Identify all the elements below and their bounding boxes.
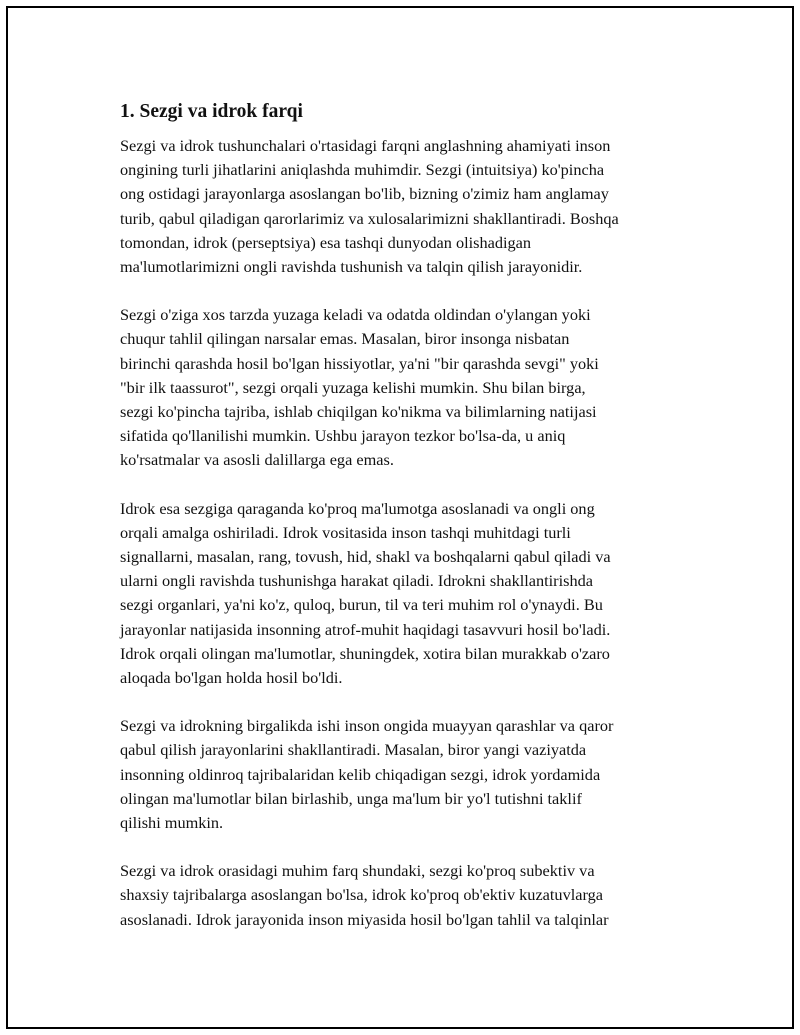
paragraph-line: chuqur tahlil qilingan narsalar emas. Masalan, biror insonga nisbatan [120,329,570,349]
paragraph-line: asoslanadi. Idrok jarayonida inson miyasida hosil bo'lgan tahlil va talqinlar [120,909,609,929]
paragraph-line: shaxsiy tajribalarga asoslangan bo'lsa, idrok ko'proq ob'ektiv kuzatuvlarga [120,885,603,905]
paragraph-line: ongining turli jihatlarini aniqlashda muhimdir. Sezgi (intuitsiya) ko'pincha [120,160,605,180]
paragraph [120,714,700,835]
paragraph-line: ko'rsatmalar va asosli dalillarga ega emas. [120,450,394,470]
paragraph-line: ma'lumotlarimizni ongli ravishda tushunish va talqin qilish jarayonidir. [120,257,583,277]
document-body [120,99,700,956]
paragraph-line: birinchi qarashda hosil bo'lgan hissiyotlar, ya'ni "bir qarashda sevgi" yoki [120,353,599,373]
paragraph-line: turib, qabul qiladigan qarorlarimiz va xulosalarimizni shakllantiradi. Boshqa [120,208,619,228]
paragraph-line: ularni ongli ravishda tushunishga harakat qiladi. Idrokni shakllantirishda [120,571,593,591]
paragraph-line: Sezgi va idrokning birgalikda ishi inson ongida muayyan qarashlar va qaror [120,716,614,736]
paragraph-line: ong ostidagi jarayonlarga asoslangan bo'lib, bizning o'zimiz ham anglamay [120,184,609,204]
paragraph-line: Sezgi va idrok tushunchalari o'rtasidagi farqni anglashning ahamiyati inson [120,136,611,155]
paragraphs-container [120,134,700,932]
paragraph-line: sezgi organlari, ya'ni ko'z, quloq, burun, til va teri muhim rol o'ynaydi. Bu [120,595,603,615]
paragraph-line: Sezgi o'ziga xos tarzda yuzaga keladi va odatda oldindan o'ylangan yoki [120,305,591,325]
paragraph-line: qabul qilish jarayonlarini shakllantiradi. Masalan, biror yangi vaziyatda [120,740,587,760]
paragraph-line: insonning oldinroq tajribalaridan kelib chiqadigan sezgi, idrok yordamida [120,764,601,784]
paragraph-line: orqali amalga oshiriladi. Idrok vositasida inson tashqi muhitdagi turli [120,522,571,542]
page-frame [6,6,794,1029]
paragraph-line: Idrok orqali olingan ma'lumotlar, shuningdek, xotira bilan murakkab o'zaro [120,643,610,663]
paragraph-line: tomondan, idrok (perseptsiya) esa tashqi dunyodan olishadigan [120,232,532,252]
paragraph-line: signallarni, masalan, rang, tovush, hid, shakl va boshqalarni qabul qiladi va [120,547,611,567]
paragraph [120,134,700,279]
paragraph-line: jarayonlar natijasida insonning atrof-muhit haqidagi tasavvuri hosil bo'ladi. [120,619,611,639]
paragraph-line: sifatida qo'llanilishi mumkin. Ushbu jarayon tezkor bo'lsa-da, u aniq [120,426,566,446]
paragraph-line: sezgi ko'pincha tajriba, ishlab chiqilgan ko'nikma va bilimlarning natijasi [120,402,597,422]
paragraph-line: Sezgi va idrok orasidagi muhim farq shundaki, sezgi ko'proq subektiv va [120,861,595,881]
paragraph [120,859,700,932]
paragraph-line: qilishi mumkin. [120,813,224,833]
paragraph-line: "bir ilk taassurot", sezgi orqali yuzaga kelishi mumkin. Shu bilan birga, [120,377,586,397]
paragraph-line: olingan ma'lumotlar bilan birlashib, unga ma'lum bir yo'l tutishni taklif [120,788,582,808]
paragraph-line: aloqada bo'lgan holda hosil bo'ldi. [120,668,343,688]
paragraph [120,497,700,691]
section-heading: 1. Sezgi va idrok farqi [120,101,303,122]
paragraph-line: Idrok esa sezgiga qaraganda ko'proq ma'lumotga asoslanadi va ongli ong [120,498,595,518]
paragraph [120,303,700,472]
